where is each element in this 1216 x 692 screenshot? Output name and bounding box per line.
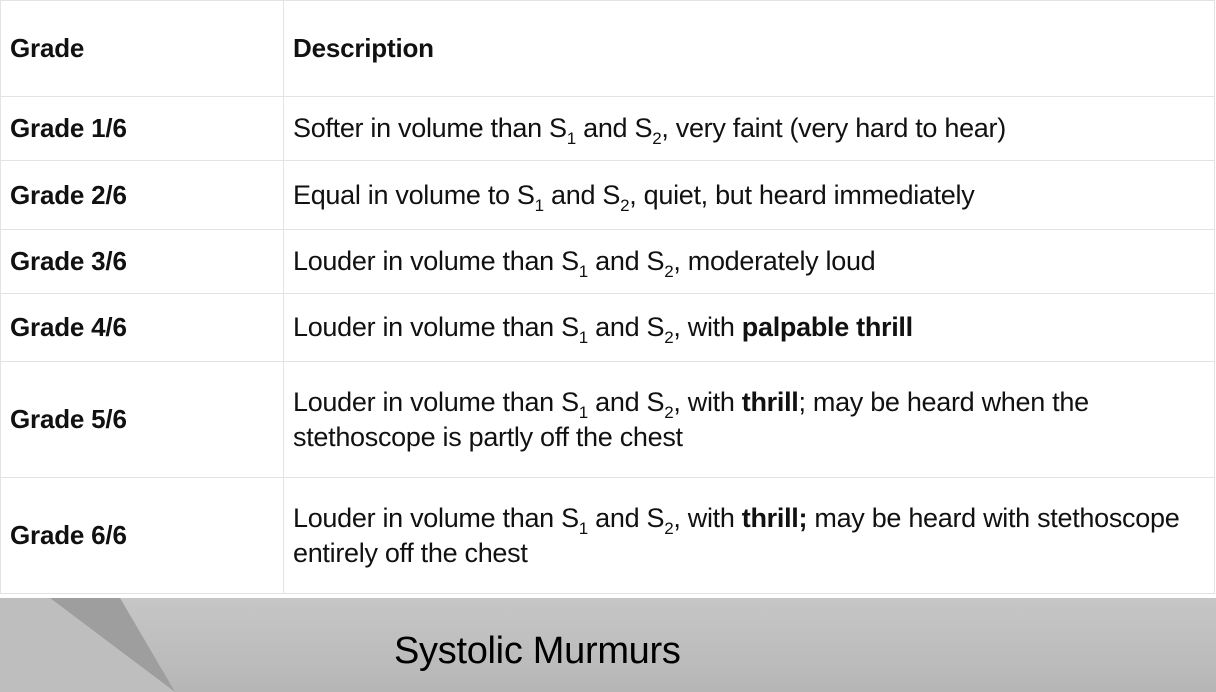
grade-cell: Grade 4/6	[1, 294, 284, 362]
emphasis: thrill;	[741, 502, 808, 533]
description-cell: Louder in volume than $S_1$ and $S_2$, with thrill; may be heard with stethoscope entirely off the chest	[284, 478, 1215, 594]
subscript: 1	[578, 328, 588, 347]
description-cell: Louder in volume than $S_1$ and $S_2$, with thrill; may be heard when the stethoscope is partly off the chest	[284, 362, 1215, 478]
table-row	[1, 230, 1215, 294]
table-row	[1, 161, 1215, 230]
subscript: 2	[664, 328, 674, 347]
grade-cell: Grade 3/6	[1, 230, 284, 294]
subscript: 1	[578, 518, 588, 538]
description-cell: Louder in volume than $S_1$ and $S_2$, with palpable thrill	[284, 294, 1215, 362]
subscript: 2	[620, 195, 630, 215]
footer-bar	[0, 598, 1216, 692]
subscript: 1	[578, 262, 588, 281]
subscript: 1	[534, 195, 544, 215]
table-row	[1, 362, 1215, 478]
table-header-row	[1, 1, 1215, 97]
subscript: 1	[566, 129, 576, 148]
grade-cell: Grade 1/6	[1, 97, 284, 161]
grade-cell: Grade 2/6	[1, 161, 284, 230]
subscript: 2	[652, 129, 662, 148]
footer-decoration	[0, 598, 260, 692]
table-row	[1, 294, 1215, 362]
subscript: 2	[664, 262, 674, 281]
table-row	[1, 478, 1215, 594]
subscript: 2	[664, 402, 674, 422]
description-cell: Softer in volume than $S_1$ and $S_2$, very faint (very hard to hear)	[284, 97, 1215, 161]
slide-title: Systolic Murmurs	[394, 630, 681, 672]
subscript: 1	[578, 402, 588, 422]
header-description: Description	[284, 1, 1215, 97]
emphasis: palpable thrill	[741, 312, 913, 342]
table-row	[1, 97, 1215, 161]
emphasis: thrill	[741, 386, 799, 417]
description-cell: Louder in volume than $S_1$ and $S_2$, moderately loud	[284, 230, 1215, 294]
header-grade: Grade	[1, 1, 284, 97]
grade-cell: Grade 5/6	[1, 362, 284, 478]
grade-cell: Grade 6/6	[1, 478, 284, 594]
description-cell: Equal in volume to $S_1$ and $S_2$, quiet, but heard immediately	[284, 161, 1215, 230]
subscript: 2	[664, 518, 674, 538]
